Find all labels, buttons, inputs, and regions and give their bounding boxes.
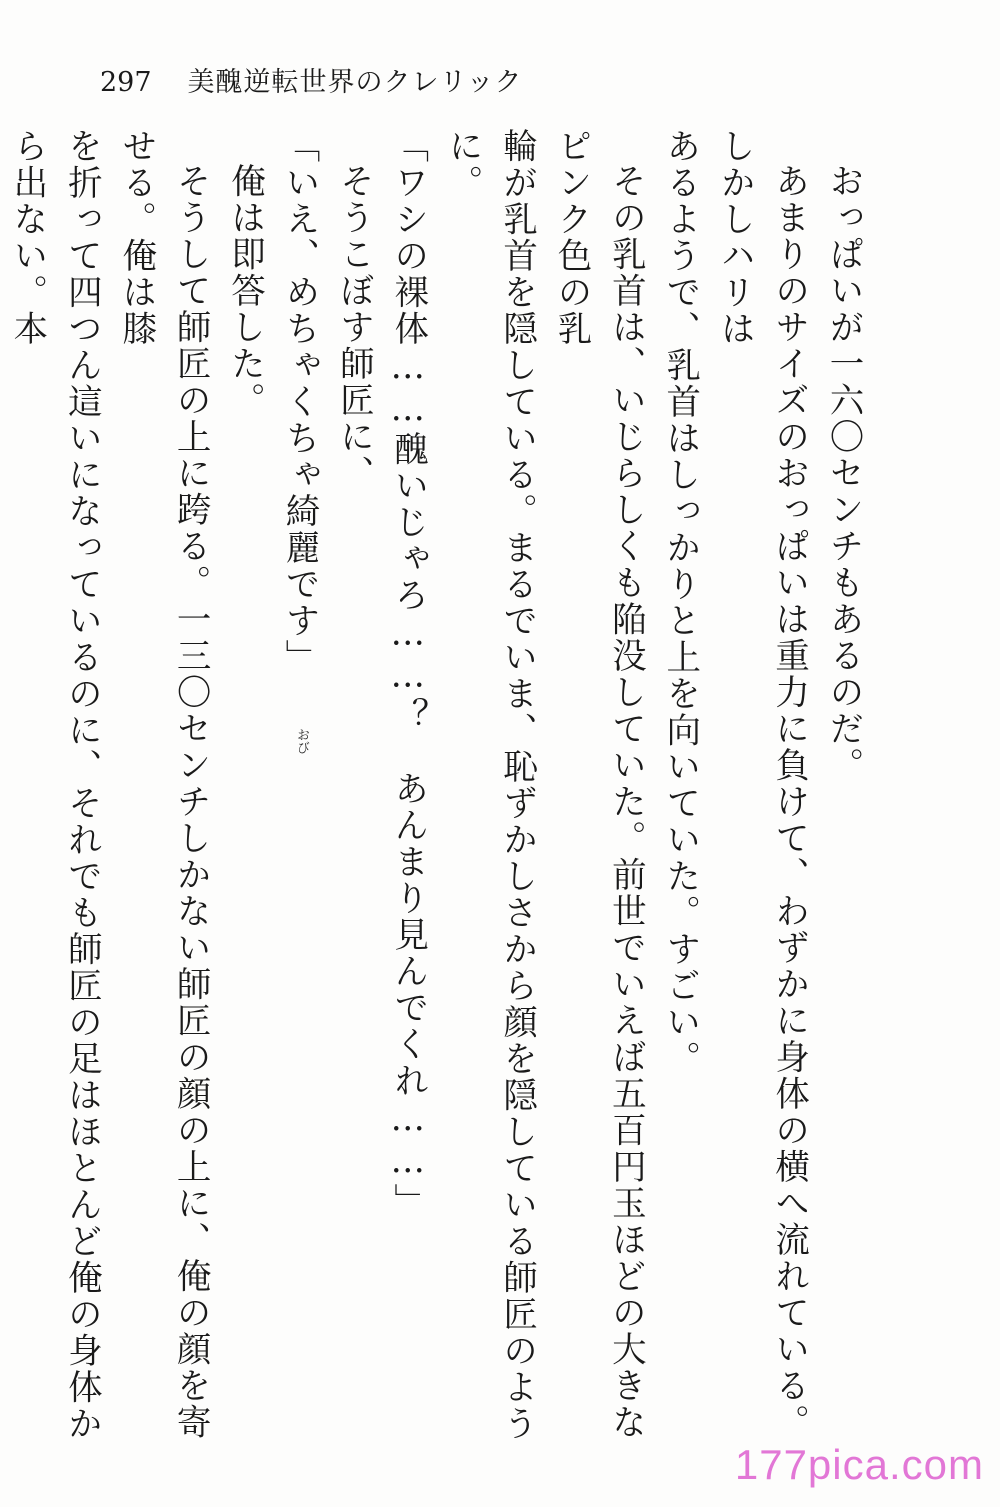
running-header [100, 60, 522, 99]
text-line: あるようで、乳首はしっかりと上を向いていた。すごい。 [659, 128, 700, 1077]
text-line: そうして師匠の上に跨る。一三〇センチしかない師匠の顔の上に、俺の顔を寄せる。俺は膝 [115, 128, 211, 1440]
text-line: その乳首は、いじらしくも陥没していた。前世でいえば五百円玉ほどの大きなピンク色の乳 [550, 128, 646, 1440]
text-line: おっぱいが一六〇センチもあるのだ。 [823, 162, 863, 783]
page-number: 297 [100, 67, 152, 98]
ruby-reading: おび [294, 728, 309, 754]
text-line: そうこぼす師匠に、 [333, 162, 374, 491]
text-line: 輪が乳首を隠している。まるでいま、恥ずかしさから顔を隠している師匠のように。 [442, 128, 537, 1442]
watermark: 177pica.com [734, 1441, 984, 1488]
text-line: 「いえ、めちゃくちゃ綺麗です」 [278, 128, 319, 676]
text-line: 「ワシの裸体……醜いじゃろ……？ あんまり見んでくれ……」 [387, 128, 428, 1220]
text-line: あまりのサイズのおっぱいは重力に負けて、わずかに身体の横へ流れている。しかしハリは [714, 128, 809, 1440]
vertical-body-text [0, 128, 870, 1458]
book-title: 美醜逆転世界のクレリック [187, 67, 523, 98]
text-line: 俺は即答した。 [224, 162, 265, 418]
text-line: を折って四つん這いになっているのに、それでも師匠の足はほとんど俺の身体から出ない。本 [6, 128, 102, 1442]
